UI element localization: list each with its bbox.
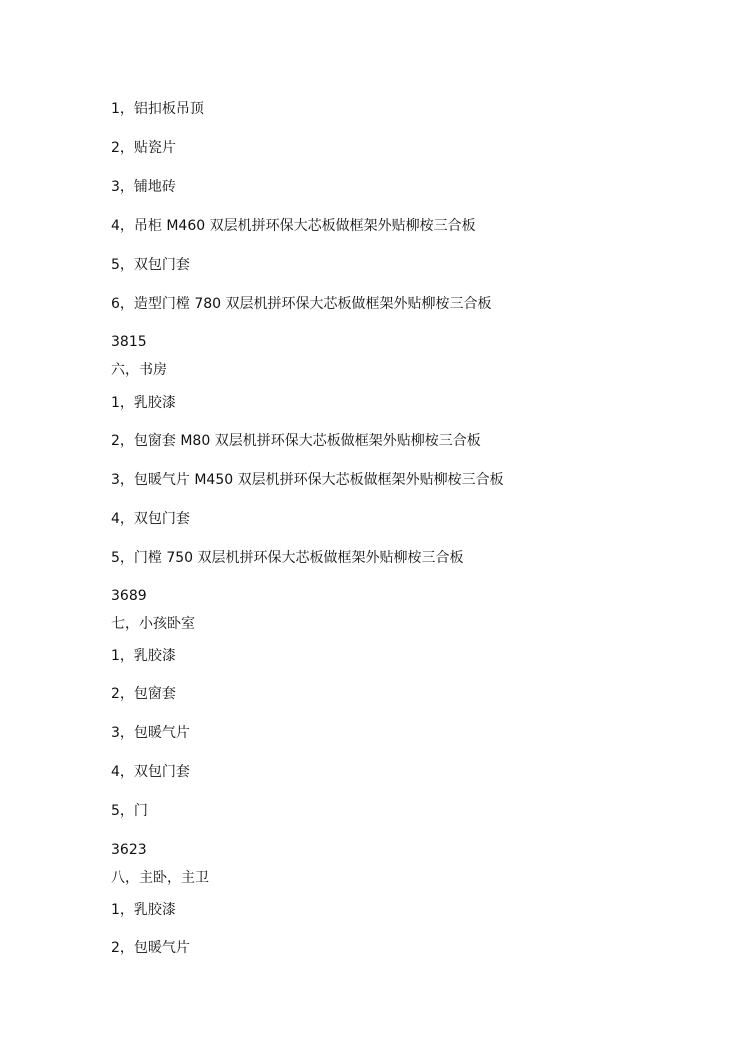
section-total: 3623: [111, 842, 147, 858]
list-item: 3，包暖气片: [111, 725, 190, 741]
list-item: 2，包暖气片: [111, 940, 190, 956]
section-total: 3815: [111, 334, 147, 350]
section-total: 3689: [111, 588, 147, 604]
section-heading: 八，主卧，主卫: [111, 870, 209, 886]
list-item: 1，乳胶漆: [111, 902, 176, 918]
list-item: 2，贴瓷片: [111, 140, 176, 156]
list-item: 6，造型门樘 780 双层机拼环保大芯板做框架外贴柳桉三合板: [111, 296, 492, 312]
list-item: 1，乳胶漆: [111, 648, 176, 664]
list-item: 2，包窗套: [111, 686, 176, 702]
list-item: 3，铺地砖: [111, 179, 176, 195]
list-item: 5，门樘 750 双层机拼环保大芯板做框架外贴柳桉三合板: [111, 550, 464, 566]
list-item: 5，双包门套: [111, 257, 190, 273]
list-item: 5，门: [111, 803, 148, 819]
section-heading: 七，小孩卧室: [111, 616, 195, 632]
list-item: 1，铝扣板吊顶: [111, 101, 204, 117]
list-item: 2，包窗套 M80 双层机拼环保大芯板做框架外贴柳桉三合板: [111, 433, 481, 449]
list-item: 4，双包门套: [111, 764, 190, 780]
list-item: 1，乳胶漆: [111, 395, 176, 411]
list-item: 3，包暖气片 M450 双层机拼环保大芯板做框架外贴柳桉三合板: [111, 472, 504, 488]
list-item: 4，双包门套: [111, 511, 190, 527]
section-heading: 六，书房: [111, 362, 167, 378]
list-item: 4，吊柜 M460 双层机拼环保大芯板做框架外贴柳桉三合板: [111, 218, 476, 234]
